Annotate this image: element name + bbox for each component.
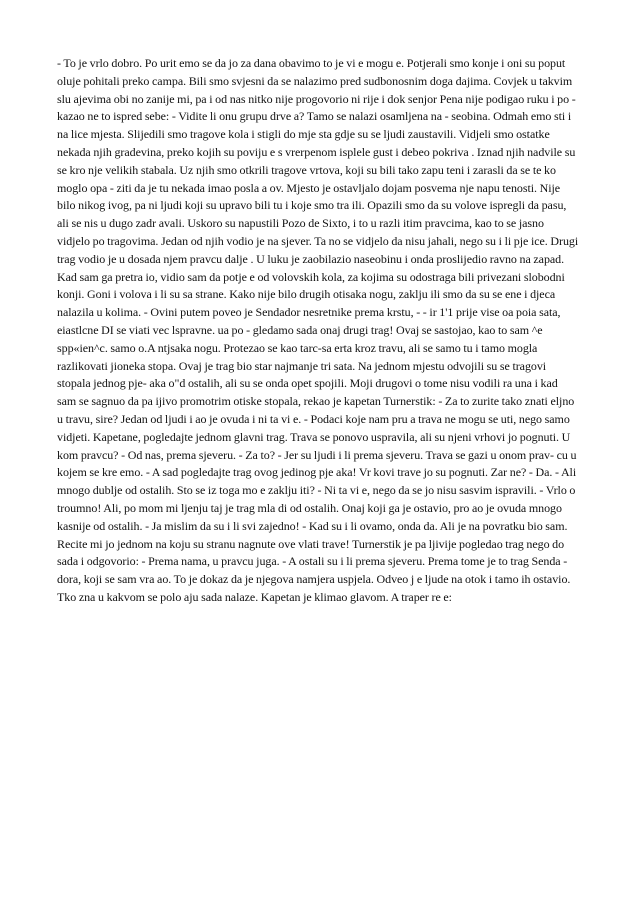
- document-body-text: - To je vrlo dobro. Po urit emo se da jo za dana obavimo to je vi e mogu e. Potjerali smo konje i oni su poput oluje pohitali preko campa. Bili smo svjesni da se nalazimo pred sudbonosnim doga dajima. Covjek u takvim slu ajevima obi no zanije mi, pa i od nas nitko nije progovorio ni rije i dok senjor Pena nije podigao ruku i po - kazao ne to ispred sebe: - Vidite li onu grupu drve a? Tamo se nalazi osamljena na - seobina. Odmah emo sti i na lice mjesta. Slijedili smo tragove kola i stigli do mje sta gdje su se ljudi zaustavili. Vidjeli smo ostatke nekada njih gradevina, preko kojih su poviju e s vrerpenom isplele gust i debeo pokriva . Iznad njih nadvile su se kro nje velikih stabala. Uz njih smo otkrili tragove vrtova, koji su bili tako zapu teni i zarasli da se te ko moglo opa - ziti da je tu nekada imao posla a ov. Mjesto je ostavljalo dojam posvema nje napu tenosti. Nije bilo nikog ivog, pa ni ljudi koji su upravo bili tu i koje smo tra ili. Opazili smo da su volove ispregli da pasu, ali se nis u dugo zadr avali. Uskoro su napustili Pozo de Sixto, i to u razli itim pravcima, kao to se jasno vidjelo po tragovima. Jedan od njih vodio je na sjever. Ta no se vidjelo da nisu jahali, nego su i li pje ice. Drugi trag vodio je u dosada njem pravcu dalje . U luku je zaobilazio naseobinu i onda proslijedio ravno na zapad. Kad sam ga pretra io, vidio sam da potje e od volovskih kola, za kojima su odostraga bili privezani slobodni konji. Goni i volova i li su sa strane. Kako nije bilo drugih otisaka nogu, zaklju ili smo da su se ene i djeca nalazila u kolima. - Ovini putem poveo je Sendador nesretnike prema krstu, - - ir 1'1 prije vise oa poia sata, eiastlcne DI se viati vec lspravne. ua po - gledamo sada onaj drugi trag! Ovaj se sastojao, kao to sam ^e spp«ien^c. samo o.A ntjsaka nogu. Protezao se kao tarc-sa erta kroz travu, ali se samo tu i tamo mogla razlikovati jioneka stopa. Ovaj je trag bio star najmanje tri sata. Na jednom mjestu odvojili su se tragovi stopala jednog pje- aka o"d ostalih, ali su se onda opet spojili. Moji drugovi o tome nisu vodili ra una i kad sam se sagnuo da pa ijivo promotrim otiske stopala, rekao je kapetan Turnerstik: - Za to zurite tako znati eljno u travu, sire? Jedan od ljudi i ao je ovuda i ni ta vi e. - Podaci koje nam pru a trava ne mogu se uti, nego samo vidjeti. Kapetane, pogledajte jednom glavni trag. Trava se ponovo uspravila, ali su njeni vrhovi jo pognuti. U kom pravcu? - Od nas, prema sjeveru. - Za to? - Jer su ljudi i li prema sjeveru. Trava se gazi u onom prav- cu u kojem se kre emo. - A sad pogledajte trag ovog jedinog pje aka! Vr kovi trave jo su pognuti. Zar ne? - Da. - Ali mnogo dublje od ostalih. Sto se iz toga mo e zaklju iti? - Ni ta vi e, nego da se jo nisu sasvim ispravili. - Vrlo o troumno! Ali, po mom mi ljenju taj je trag mla di od ostalih. Onaj koji ga je ostavio, pro ao je ovuda mnogo kasnije od ostalih. - Ja mislim da su i li svi zajedno! - Kad su i li ovamo, onda da. Ali je na povratku bio sam. Recite mi jo jednom na koju su stranu nagnute ove vlati trave! Turnerstik je pa ljivije pogledao trag nego do sada i odgovorio: - Prema nama, u pravcu juga. - A ostali su i li prema sjeveru. Prema tome je to trag Senda - dora, koji se sam vra ao. To je dokaz da je njegova namjera uspjela. Odveo j e ljude na otok i tamo ih ostavio. Tko zna u kakvom se polo aju sada nalaze. Kapetan je klimao glavom. A traper re e:: [57, 56, 579, 604]
